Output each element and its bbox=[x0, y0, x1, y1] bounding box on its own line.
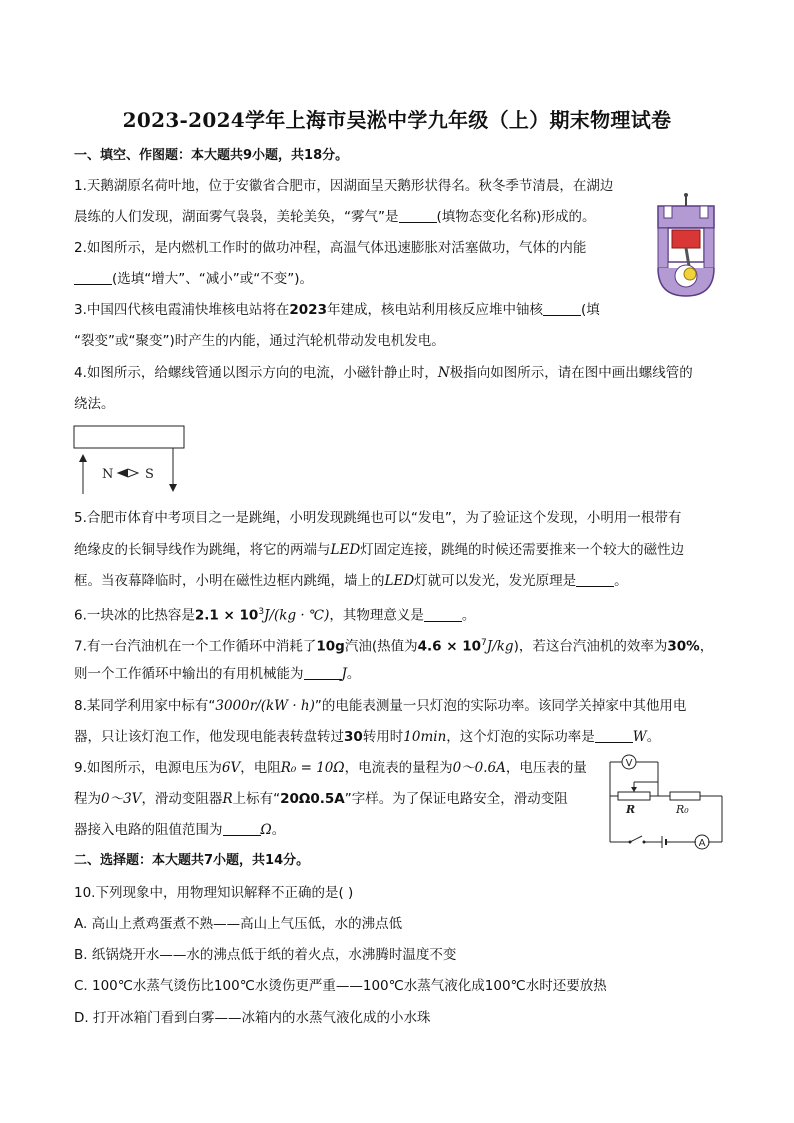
q5-line-2 bbox=[74, 540, 684, 560]
circuit-figure bbox=[604, 750, 728, 852]
q8-time: 10min bbox=[403, 729, 447, 745]
q9-text-e: 程为 bbox=[74, 791, 101, 807]
crankshaft bbox=[684, 268, 696, 280]
q8-text-e: ，这个灯泡的实际功率是 bbox=[446, 729, 595, 745]
q4-line-1 bbox=[74, 363, 693, 383]
q1-text-a: 晨练的人们发现，湖面雾气袅袅，美轮美奂，“雾气”是 bbox=[74, 209, 399, 225]
q8-text-f: 。 bbox=[646, 729, 661, 745]
q3-text-a: 3.中国四代核电霞浦快堆核电站将在 bbox=[74, 302, 290, 318]
q9-ammeter-range: 0～0.6A bbox=[452, 760, 506, 776]
q6-unit: J/(kg · ℃) bbox=[264, 607, 330, 624]
rheostat-label: R bbox=[626, 803, 636, 816]
q9-text-i: 器接入电路的阻值范围为 bbox=[74, 822, 223, 838]
switch-contact bbox=[643, 841, 646, 844]
q5-led-2: LED bbox=[384, 573, 415, 589]
q7-heat-value: 4.6 × 10 bbox=[417, 638, 482, 655]
q7-unit: J bbox=[341, 666, 347, 682]
q1-line-2 bbox=[74, 207, 596, 227]
q2-answer-blank[interactable] bbox=[74, 270, 112, 285]
q10-stem: 10.下列现象中，用物理知识解释不正确的是( ) bbox=[74, 885, 354, 901]
q1-answer-blank[interactable] bbox=[399, 208, 437, 223]
q9-line-1 bbox=[74, 758, 587, 778]
q5-text-c: 框。当夜幕降临时，小明在磁性边框内跳绳，墙上的 bbox=[74, 573, 385, 589]
exhaust-valve bbox=[700, 206, 708, 218]
spark-plug-tip bbox=[684, 193, 688, 197]
piston bbox=[672, 230, 700, 248]
compass-s-label: S bbox=[145, 467, 154, 482]
r0-label: R₀ bbox=[676, 803, 689, 816]
q6-exponent: 3 bbox=[258, 607, 265, 617]
q2-text: (选填“增大”、“减小”或“不变”)。 bbox=[112, 271, 313, 287]
q10-option-b[interactable]: B. 纸锅烧开水——水的沸点低于纸的着火点，水沸腾时温度不变 bbox=[74, 947, 457, 963]
q8-text-d: 转用时 bbox=[362, 729, 404, 745]
q6-line bbox=[74, 602, 475, 626]
q9-rheostat-spec: 20Ω0.5A bbox=[280, 791, 345, 807]
q9-line-2 bbox=[74, 789, 568, 809]
exam-title: 2023-2024学年上海市吴淞中学九年级（上）期末物理试卷 bbox=[122, 108, 672, 132]
q9-text-c: ，电流表的量程为 bbox=[344, 760, 453, 776]
q9-text-b: ，电阻 bbox=[240, 760, 281, 776]
compass-n-label: N bbox=[102, 467, 114, 482]
q9-r-symbol: R bbox=[222, 791, 233, 807]
q4-text-a: 4.如图所示，给螺线管通以图示方向的电流，小磁针静止时， bbox=[74, 365, 438, 381]
q1-line-1: 1.天鹅湖原名荷叶地，位于安徽省合肥市，因湖面呈天鹅形状得名。秋冬季节清晨，在湖边 bbox=[74, 178, 614, 194]
q4-n-pole: N bbox=[437, 365, 450, 381]
slider-arrow bbox=[631, 787, 637, 792]
voltmeter-label: V bbox=[625, 758, 633, 769]
q1-text-b: (填物态变化名称)形成的。 bbox=[436, 209, 596, 225]
q10-option-a[interactable]: A. 高山上煮鸡蛋煮不熟——高山上气压低，水的沸点低 bbox=[74, 916, 403, 932]
q7-exponent: 7 bbox=[481, 638, 487, 648]
q2-line-2 bbox=[74, 269, 313, 289]
q9-text-g: 上标有“ bbox=[232, 791, 281, 807]
q10-option-c[interactable]: C. 100℃水蒸气烫伤比100℃水烫伤更严重——100℃水蒸气液化成100℃水时还要放热 bbox=[74, 978, 607, 994]
q7-text-f: 。 bbox=[346, 666, 361, 682]
q3-year: 2023 bbox=[289, 302, 327, 318]
q7-text-e: 则一个工作循环中输出的有用机械能为 bbox=[74, 666, 304, 682]
q7-efficiency: 30% bbox=[667, 638, 700, 655]
q7-mass: 10g bbox=[316, 638, 345, 655]
r0-body bbox=[670, 792, 700, 800]
q7-heat-unit: J/kg bbox=[486, 638, 514, 655]
q7-text-b: 汽油(热值为 bbox=[344, 638, 418, 655]
q4-line-2: 绕法。 bbox=[74, 396, 115, 412]
q10-option-d[interactable]: D. 打开冰箱门看到白雾——冰箱内的水蒸气液化成的小水珠 bbox=[74, 1010, 431, 1026]
solenoid-figure bbox=[70, 422, 190, 496]
q7-text-c: )，若这台汽油机的效率为 bbox=[513, 638, 668, 655]
q5-answer-blank[interactable] bbox=[576, 572, 614, 587]
q7-answer-blank[interactable] bbox=[304, 665, 342, 680]
q8-revolutions: 30 bbox=[344, 729, 363, 745]
q9-text-j: 。 bbox=[271, 822, 286, 838]
q9-text-f: ，滑动变阻器 bbox=[141, 791, 223, 807]
q7-text-d: ， bbox=[699, 638, 714, 655]
q8-unit: W bbox=[632, 729, 647, 745]
switch-blade bbox=[630, 836, 642, 842]
q3-line-2: “裂变”或“聚变”)时产生的内能，通过汽轮机带动发电机发电。 bbox=[74, 333, 445, 349]
q3-answer-blank[interactable] bbox=[543, 301, 581, 316]
q9-unit: Ω bbox=[260, 822, 272, 838]
q9-text-h: ”字样。为了保证电路安全，滑动变阻 bbox=[344, 791, 568, 807]
q9-text-d: ，电压表的量 bbox=[505, 760, 587, 776]
q5-text-e: 。 bbox=[614, 573, 628, 589]
ammeter-label: A bbox=[698, 838, 706, 849]
solenoid-core[interactable] bbox=[74, 426, 184, 448]
q8-meter-rating: 3000r/(kW · h) bbox=[215, 698, 315, 714]
q8-text-c: 器，只让该灯泡工作，他发现电能表转盘转过 bbox=[74, 729, 344, 745]
q8-answer-blank[interactable] bbox=[595, 728, 633, 743]
current-up-arrow bbox=[79, 454, 87, 462]
q9-text-a: 9.如图所示，电源电压为 bbox=[74, 760, 222, 776]
q3-text-b: 年建成，核电站利用核反应堆中铀核 bbox=[326, 302, 543, 318]
q6-answer-blank[interactable] bbox=[424, 607, 462, 622]
cylinder-wall-right bbox=[704, 228, 714, 268]
q9-answer-blank[interactable] bbox=[223, 821, 261, 836]
q8-line-1 bbox=[74, 696, 686, 716]
q5-text-a: 绝缘皮的长铜导线作为跳绳，将它的两端与 bbox=[74, 542, 331, 558]
q2-line-1: 2.如图所示，是内燃机工作时的做功冲程，高温气体迅速膨胀对活塞做功，气体的内能 bbox=[74, 240, 587, 256]
q9-r0-value: R₀ = 10Ω bbox=[280, 760, 345, 776]
q9-voltage: 6V bbox=[221, 760, 241, 776]
q5-text-b: 灯固定连接，跳绳的时候还需要推来一个较大的磁性边 bbox=[360, 542, 685, 558]
q8-line-2 bbox=[74, 727, 660, 747]
switch-pivot bbox=[629, 841, 632, 844]
q5-line-3 bbox=[74, 571, 628, 591]
intake-valve bbox=[664, 206, 672, 218]
q5-led: LED bbox=[330, 542, 361, 558]
q8-text-a: 8.某同学利用家中标有“ bbox=[74, 698, 216, 714]
section-1-heading: 一、填空、作图题：本大题共9小题，共18分。 bbox=[74, 148, 349, 163]
q3-line-1 bbox=[74, 300, 600, 320]
q9-voltmeter-range: 0～3V bbox=[101, 791, 142, 807]
rheostat-body bbox=[618, 792, 650, 800]
compass-needle-n bbox=[118, 469, 128, 477]
engine-stroke-figure bbox=[648, 192, 724, 298]
q6-value: 2.1 × 10 bbox=[194, 607, 259, 624]
q7-line-2 bbox=[74, 664, 360, 684]
q8-text-b: ”的电能表测量一只灯泡的实际功率。该同学关掉家中其他用电 bbox=[314, 698, 687, 714]
q7-line-1 bbox=[74, 633, 713, 657]
q6-text-a: 6.一块冰的比热容是 bbox=[74, 607, 195, 624]
section-2-heading: 二、选择题：本大题共7小题，共14分。 bbox=[74, 853, 310, 868]
q6-text-b: ，其物理意义是 bbox=[329, 607, 424, 624]
q6-text-c: 。 bbox=[461, 607, 476, 624]
q4-text-b: 极指向如图所示，请在图中画出螺线管的 bbox=[449, 365, 693, 381]
cylinder-wall-left bbox=[658, 228, 668, 268]
q9-line-3 bbox=[74, 820, 285, 840]
q3-text-c: (填 bbox=[580, 302, 600, 318]
q5-text-d: 灯就可以发光，发光原理是 bbox=[414, 573, 577, 589]
current-down-arrow bbox=[169, 484, 177, 492]
q7-text-a: 7.有一台汽油机在一个工作循环中消耗了 bbox=[74, 638, 317, 655]
q5-line-1: 5.合肥市体育中考项目之一是跳绳，小明发现跳绳也可以“发电”，为了验证这个发现，小明用一根带有 bbox=[74, 510, 682, 526]
